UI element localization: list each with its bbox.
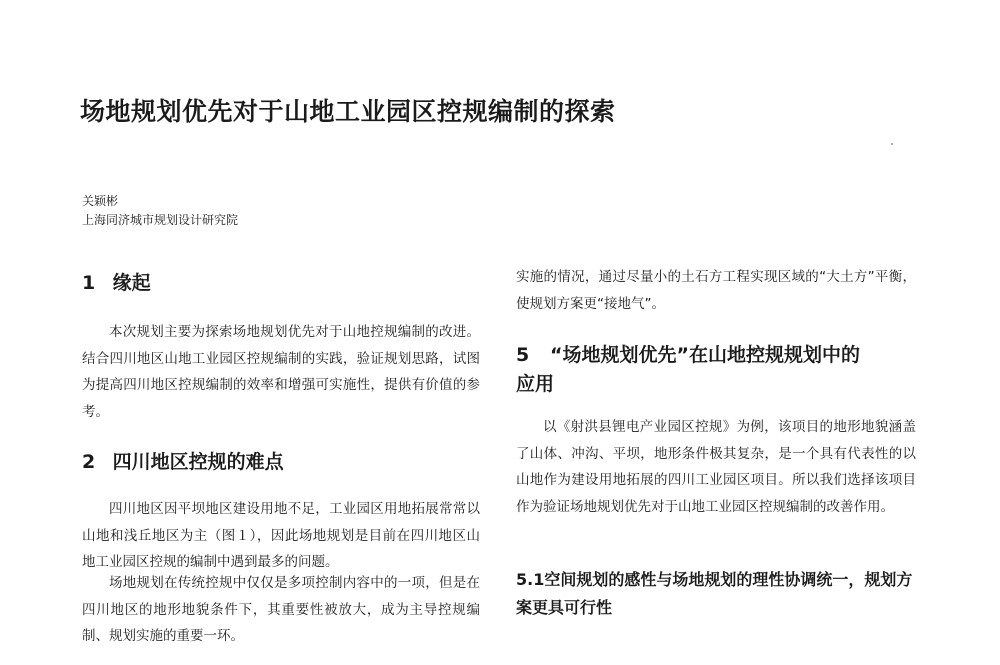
section-2-paragraph-1: 四川地区因平坝地区建设用地不足，工业园区用地拓展常常以山地和浅丘地区为主（图１），因此场地规划是目前在四川地区山地工业园区控规的编制中遇到最多的问题。 [82,501,480,570]
section-5-title-line-1: “场地规划优先”在山地控规规划中的 [550,344,860,366]
section-1-paragraph: 本次规划主要为探索场地规划优先对于山地控规编制的改进。结合四川地区山地工业园区控规编制的实践，验证规划思路，试图为提高四川地区控规编制的效率和增强可实施性，提供有价值的参考。 [82,324,480,420]
section-2-number: 2 [82,451,96,473]
author-block [82,192,238,230]
section-1-title: 缘起 [112,272,151,294]
section-5-1-heading: 5.1空间规划的感性与场地规划的理性协调统一，规划方案更具可行性 [516,570,913,617]
paper-title: 场地规划优先对于山地工业园区控规编制的探索 [80,97,616,126]
continued-paragraph: 实施的情况，通过尽量小的土石方工程实现区域的“大土方”平衡，使规划方案更“接地气”。 [516,269,916,312]
section-2-heading [82,447,284,477]
section-2-title: 四川地区控规的难点 [112,451,284,473]
author-affiliation: 上海同济城市规划设计研究院 [82,213,239,227]
section-5-heading [516,341,860,399]
section-5-number: 5 [516,344,530,366]
section-1-heading [82,268,151,298]
section-2-paragraph-2: 场地规划在传统控规中仅仅是多项控制内容中的一项，但是在四川地区的地形地貌条件下，其重要性被放大，成为主导控规编制、规划实施的重要一环。 [82,575,480,644]
scan-speck [891,143,893,145]
section-5-title-line-2: 应用 [516,373,555,395]
section-5-paragraph: 以《射洪县锂电产业园区控规》为例，该项目的地形地貌涵盖了山体、冲沟、平坝，地形条件极其复杂，是一个具有代表性的以山地作为建设用地拓展的四川工业园区项目。所以我们选择该项目作为验证场地规划优先对于山地工业园区控规编制的改善作用。 [516,419,916,515]
section-1-number: 1 [82,272,96,294]
author-name: 关颖彬 [82,194,119,208]
